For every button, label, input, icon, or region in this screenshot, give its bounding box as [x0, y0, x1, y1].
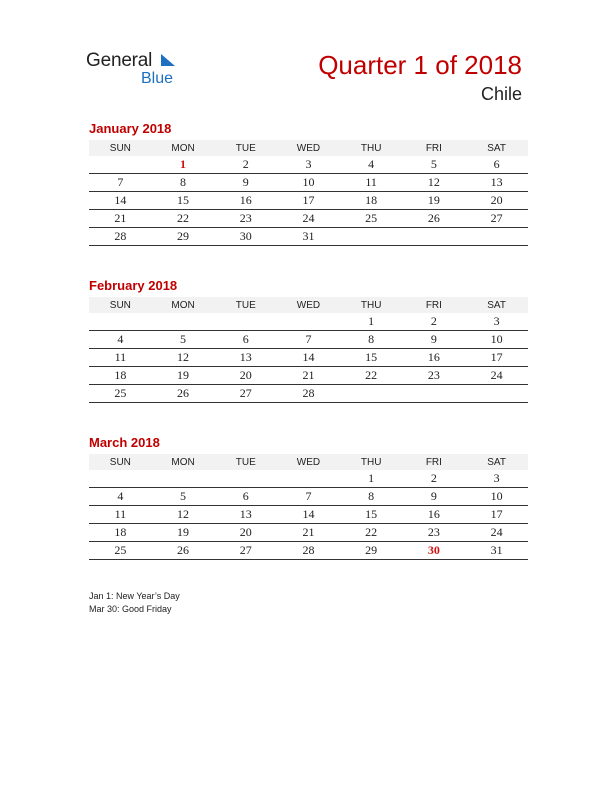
day-cell: 9 [214, 174, 277, 192]
day-cell: 15 [340, 349, 403, 367]
weekday-label: MON [152, 454, 215, 470]
month-january [89, 121, 528, 246]
day-cell: 26 [403, 210, 466, 228]
day-cell: 7 [277, 488, 340, 506]
day-cell: 6 [465, 156, 528, 174]
day-cell [340, 385, 403, 403]
day-cell: 4 [89, 331, 152, 349]
day-cell: 25 [89, 542, 152, 560]
day-cell [465, 385, 528, 403]
weekday-label: THU [340, 297, 403, 313]
day-cell: 23 [403, 524, 466, 542]
day-cell: 10 [465, 331, 528, 349]
day-cell: 14 [277, 349, 340, 367]
day-cell: 27 [214, 385, 277, 403]
day-cell: 22 [340, 367, 403, 385]
day-cell: 11 [340, 174, 403, 192]
day-cell: 21 [277, 367, 340, 385]
day-cell [214, 470, 277, 488]
day-cell: 13 [214, 349, 277, 367]
day-cell: 18 [89, 367, 152, 385]
day-cell [89, 470, 152, 488]
day-cell: 17 [465, 506, 528, 524]
week-row [89, 470, 528, 488]
weekday-label: SUN [89, 140, 152, 156]
day-cell: 19 [152, 524, 215, 542]
day-cell [89, 313, 152, 331]
weekday-header-row [89, 297, 528, 313]
quarter-title: Quarter 1 of 2018 [318, 50, 522, 80]
day-cell [465, 228, 528, 246]
day-cell: 16 [403, 506, 466, 524]
weekday-label: MON [152, 297, 215, 313]
day-cell: 28 [277, 385, 340, 403]
day-cell: 8 [340, 488, 403, 506]
day-cell [277, 313, 340, 331]
day-cell: 3 [277, 156, 340, 174]
day-cell: 30 [403, 542, 466, 560]
month-february [89, 278, 528, 403]
weekday-label: TUE [214, 140, 277, 156]
day-cell: 2 [403, 313, 466, 331]
day-cell: 12 [152, 506, 215, 524]
month-calendar-grid [89, 140, 528, 246]
logo-text-general: General [86, 50, 153, 71]
day-cell: 18 [340, 192, 403, 210]
day-cell: 16 [403, 349, 466, 367]
day-cell: 20 [214, 524, 277, 542]
day-cell: 1 [340, 313, 403, 331]
week-row [89, 367, 528, 385]
day-cell: 16 [214, 192, 277, 210]
day-cell [89, 156, 152, 174]
day-cell: 7 [277, 331, 340, 349]
week-row [89, 385, 528, 403]
weekday-label: TUE [214, 297, 277, 313]
day-cell: 25 [340, 210, 403, 228]
day-cell: 5 [152, 331, 215, 349]
day-cell: 29 [340, 542, 403, 560]
day-cell: 11 [89, 349, 152, 367]
week-row [89, 192, 528, 210]
holiday-notes [89, 590, 180, 616]
day-cell: 20 [214, 367, 277, 385]
weekday-label: WED [277, 140, 340, 156]
week-row [89, 174, 528, 192]
day-cell: 28 [277, 542, 340, 560]
week-row [89, 349, 528, 367]
week-row [89, 506, 528, 524]
month-calendar-grid [89, 454, 528, 560]
day-cell: 6 [214, 331, 277, 349]
day-cell [214, 313, 277, 331]
week-row [89, 156, 528, 174]
day-cell: 22 [152, 210, 215, 228]
weekday-label: MON [152, 140, 215, 156]
day-cell: 26 [152, 542, 215, 560]
day-cell: 31 [277, 228, 340, 246]
day-cell: 17 [465, 349, 528, 367]
week-row [89, 488, 528, 506]
month-title: March 2018 [89, 435, 160, 450]
weekday-label: SAT [465, 140, 528, 156]
weekday-label: SUN [89, 297, 152, 313]
day-cell: 24 [465, 367, 528, 385]
day-cell: 5 [152, 488, 215, 506]
day-cell: 13 [465, 174, 528, 192]
month-title: February 2018 [89, 278, 178, 293]
week-row [89, 524, 528, 542]
weekday-label: SAT [465, 297, 528, 313]
holiday-note: Mar 30: Good Friday [89, 604, 172, 614]
day-cell: 24 [465, 524, 528, 542]
weekday-header-row [89, 140, 528, 156]
day-cell: 2 [214, 156, 277, 174]
day-cell: 12 [403, 174, 466, 192]
day-cell: 24 [277, 210, 340, 228]
day-cell: 4 [340, 156, 403, 174]
day-cell: 1 [152, 156, 215, 174]
day-cell: 1 [340, 470, 403, 488]
day-cell: 11 [89, 506, 152, 524]
day-cell: 5 [403, 156, 466, 174]
week-row [89, 331, 528, 349]
day-cell: 10 [465, 488, 528, 506]
weekday-label: FRI [403, 140, 466, 156]
day-cell [152, 470, 215, 488]
day-cell: 21 [277, 524, 340, 542]
weekday-label: SAT [465, 454, 528, 470]
week-row [89, 210, 528, 228]
day-cell: 7 [89, 174, 152, 192]
day-cell: 6 [214, 488, 277, 506]
day-cell: 28 [89, 228, 152, 246]
weekday-label: SUN [89, 454, 152, 470]
week-row [89, 228, 528, 246]
day-cell [403, 228, 466, 246]
day-cell: 23 [214, 210, 277, 228]
generalblue-logo [86, 50, 196, 92]
day-cell [340, 228, 403, 246]
country-name: Chile [480, 84, 522, 104]
day-cell: 10 [277, 174, 340, 192]
day-cell: 22 [340, 524, 403, 542]
weekday-label: WED [277, 297, 340, 313]
day-cell [403, 385, 466, 403]
day-cell: 31 [465, 542, 528, 560]
day-cell: 20 [465, 192, 528, 210]
day-cell: 26 [152, 385, 215, 403]
weekday-label: WED [277, 454, 340, 470]
day-cell [277, 470, 340, 488]
day-cell: 25 [89, 385, 152, 403]
day-cell: 14 [277, 506, 340, 524]
day-cell: 17 [277, 192, 340, 210]
day-cell: 13 [214, 506, 277, 524]
day-cell: 8 [152, 174, 215, 192]
day-cell: 23 [403, 367, 466, 385]
weekday-label: FRI [403, 297, 466, 313]
day-cell: 12 [152, 349, 215, 367]
month-march [89, 435, 528, 560]
day-cell [152, 313, 215, 331]
day-cell: 9 [403, 331, 466, 349]
day-cell: 18 [89, 524, 152, 542]
day-cell: 14 [89, 192, 152, 210]
day-cell: 27 [465, 210, 528, 228]
logo-triangle-icon [161, 54, 175, 66]
day-cell: 3 [465, 313, 528, 331]
day-cell: 19 [152, 367, 215, 385]
day-cell: 3 [465, 470, 528, 488]
month-title: January 2018 [89, 121, 172, 136]
day-cell: 19 [403, 192, 466, 210]
day-cell: 9 [403, 488, 466, 506]
holiday-note: Jan 1: New Year’s Day [89, 591, 180, 601]
day-cell: 2 [403, 470, 466, 488]
day-cell: 21 [89, 210, 152, 228]
weekday-label: THU [340, 140, 403, 156]
week-row [89, 313, 528, 331]
weekday-label: THU [340, 454, 403, 470]
logo-text-blue: Blue [141, 70, 174, 87]
day-cell: 4 [89, 488, 152, 506]
day-cell: 29 [152, 228, 215, 246]
weekday-label: FRI [403, 454, 466, 470]
day-cell: 30 [214, 228, 277, 246]
weekday-header-row [89, 454, 528, 470]
weekday-label: TUE [214, 454, 277, 470]
day-cell: 8 [340, 331, 403, 349]
day-cell: 15 [152, 192, 215, 210]
week-row [89, 542, 528, 560]
day-cell: 27 [214, 542, 277, 560]
day-cell: 15 [340, 506, 403, 524]
month-calendar-grid [89, 297, 528, 403]
